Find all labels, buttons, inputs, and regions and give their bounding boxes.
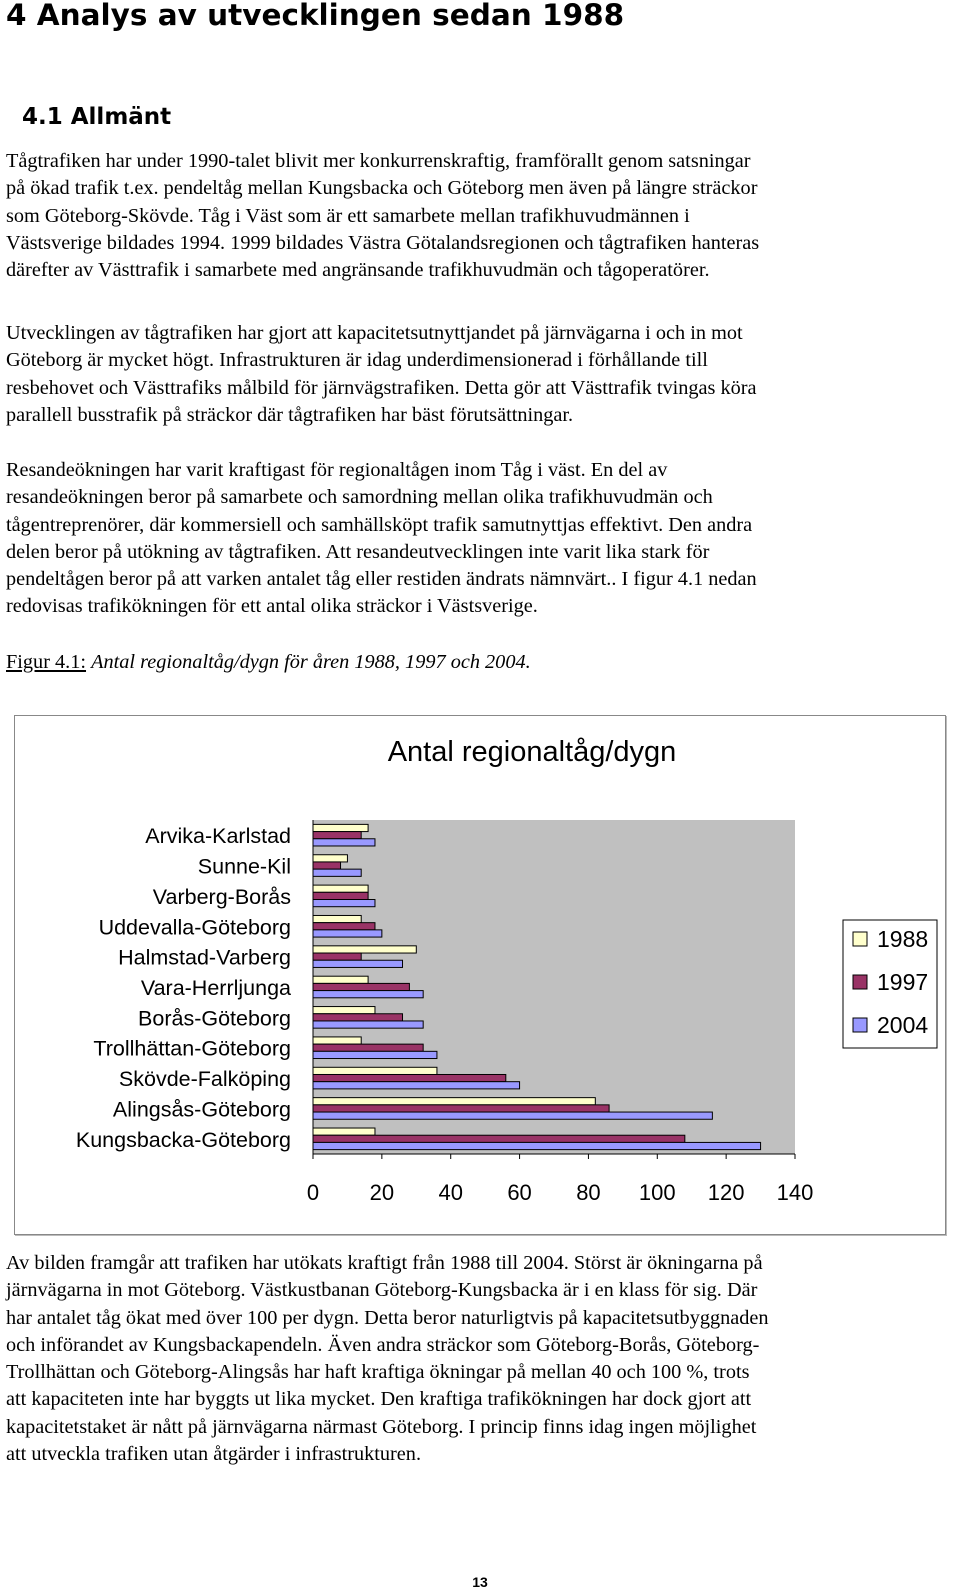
category-label: Trollhättan-Göteborg [93,1036,291,1061]
bar-1997 [313,1074,506,1081]
bar-1988 [313,1128,375,1135]
text-line: järnvägarna in mot Göteborg. Västkustbanan Göteborg-Kungsbacka är i en klass för sig. Där [6,1279,758,1302]
bar-1997 [313,892,368,899]
bar-2004 [313,960,403,967]
x-tick-label: 20 [369,1180,395,1205]
bar-2004 [313,1021,423,1028]
text-line: Utvecklingen av tågtrafiken har gjort att kapacitetsutnyttjandet på järnvägarna i och in mot [6,322,743,344]
bar-2004 [313,1082,520,1089]
text-line: därefter av Västtrafik i samarbete med angränsande trafikhuvudmän och tågoperatörer. [6,259,710,282]
bar-2004 [313,930,382,937]
legend-swatch-1988 [853,932,867,946]
chart-title: Antal regionaltåg/dygn [387,736,677,768]
bar-1988 [313,824,368,831]
chapter-heading: 4 Analys av utvecklingen sedan 1988 [6,0,625,32]
category-label: Arvika-Karlstad [145,824,291,849]
paragraph-analysis [6,1250,956,1468]
text-line: och införandet av Kungsbackapendeln. Även andra sträckor som Göteborg-Borås, Göteborg- [6,1333,760,1356]
text-line: har antalet tåg ökat med över 100 per dygn. Detta beror naturligtvis på kapacitetsutbyggnaden [6,1306,769,1329]
bar-chart [14,715,946,1235]
bar-1988 [313,1007,375,1014]
text-line: Västsverige bildades 1994. 1999 bildades Västra Götalandsregionen och tågtrafiken hanteras [6,231,760,254]
category-label: Vara-Herrljunga [140,976,291,1000]
bar-1988 [313,1067,437,1074]
category-label: Halmstad-Varberg [118,945,291,970]
text-line: Av bilden framgår att trafiken har utökats kraftigt från 1988 till 2004. Störst är ökningarna på [6,1252,763,1274]
bar-1997 [313,862,341,869]
text-line: resandeökningen beror på samarbete och samordning mellan olika trafikhuvudmän och [6,486,713,509]
bar-1997 [313,953,361,960]
text-line: kapacitetstaket är nått på järnvägarna närmast Göteborg. I princip finns idag ingen möjlighet [6,1415,757,1438]
figure-caption [6,651,531,674]
bar-2004 [313,839,375,846]
text-line: att utveckla trafiken utan åtgärder i infrastrukturen. [6,1443,422,1466]
legend-swatch-2004 [853,1018,867,1032]
bar-1997 [313,1105,609,1112]
paragraph-intro [6,148,956,284]
category-label: Alingsås-Göteborg [112,1097,291,1122]
bar-1988 [313,1098,595,1105]
legend-label: 1988 [877,926,929,952]
bar-1997 [313,832,361,839]
bar-1988 [313,946,416,953]
text-line: pendeltågen beror på att varken antalet tåg eller restiden ändrats nämnvärt.. I figur 4.1 nedan [6,568,757,591]
bar-1988 [313,976,368,983]
bar-1988 [313,1037,361,1044]
bar-1988 [313,855,347,862]
bar-1988 [313,885,368,892]
paragraph-capacity [6,320,956,429]
legend-label: 2004 [877,1012,929,1038]
text-line: Göteborg är mycket högt. Infrastrukturen är idag underdimensionerad i förhållande till [6,349,708,372]
bar-2004 [313,1142,761,1149]
legend-swatch-1997 [853,975,867,989]
text-line: på ökad trafik t.ex. pendeltåg mellan Kungsbacka och Göteborg men även på längre sträckor [6,177,758,200]
bar-1997 [313,983,409,990]
x-tick-label: 100 [638,1180,676,1205]
bar-1997 [313,1044,423,1051]
text-line: resbehovet och Västtrafiks målbild för järnvägstrafiken. Detta gör att Västtrafik tvingas köra [6,376,757,399]
figure-caption-text: Antal regionaltåg/dygn för åren 1988, 1997 och 2004. [91,651,531,673]
bar-2004 [313,991,423,998]
x-tick-label: 40 [438,1180,463,1205]
category-label: Skövde-Falköping [118,1067,291,1092]
text-line: redovisas trafikökningen för ett antal olika sträckor i Västsverige. [6,595,538,618]
text-line: att kapaciteten inte har byggts ut lika mycket. Den kraftiga trafikökningen har dock gjort att [6,1388,752,1411]
category-label: Kungsbacka-Göteborg [75,1127,291,1152]
category-label: Borås-Göteborg [138,1006,291,1031]
x-tick-label: 0 [306,1180,320,1205]
paragraph-travel-growth [6,457,956,621]
bar-2004 [313,869,361,876]
section-heading: 4.1 Allmänt [22,104,172,130]
text-line: som Göteborg-Skövde. Tåg i Väst som är ett samarbete mellan trafikhuvudmännen i [6,204,690,227]
bar-2004 [313,1112,712,1119]
x-tick-label: 120 [707,1180,745,1205]
bar-1997 [313,923,375,930]
page-number: 13 [472,1574,488,1590]
figure-number: Figur 4.1: [6,651,87,673]
category-label: Sunne-Kil [197,854,291,879]
bar-2004 [313,900,375,907]
category-label: Varberg-Borås [152,884,291,909]
text-line: Trollhättan och Göteborg-Alingsås har haft kraftiga ökningar på mellan 40 och 100 %, trots [6,1361,750,1384]
bar-1988 [313,915,361,922]
text-line: parallell busstrafik på sträckor där tågtrafiken har bäst förutsättningar. [6,403,574,426]
text-line: Resandeökningen har varit kraftigast för regionaltågen inom Tåg i väst. En del av [6,459,668,481]
x-tick-label: 60 [507,1180,532,1205]
bar-1997 [313,1014,403,1021]
x-tick-label: 140 [776,1180,814,1205]
text-line: Tågtrafiken har under 1990-talet blivit mer konkurrenskraftig, framförallt genom satsningar [6,150,751,172]
bar-1997 [313,1135,685,1142]
chart-canvas [15,716,947,1236]
text-line: delen beror på utökning av tågtrafiken. Att resandeutvecklingen inte varit lika stark för [6,540,710,563]
bar-2004 [313,1051,437,1058]
text-line: tågentreprenörer, där kommersiell och samhällsköpt trafik samutnyttjas effektivt. Den andra [6,513,753,536]
x-tick-label: 80 [576,1180,601,1205]
legend-label: 1997 [877,969,929,995]
category-label: Uddevalla-Göteborg [98,915,291,940]
